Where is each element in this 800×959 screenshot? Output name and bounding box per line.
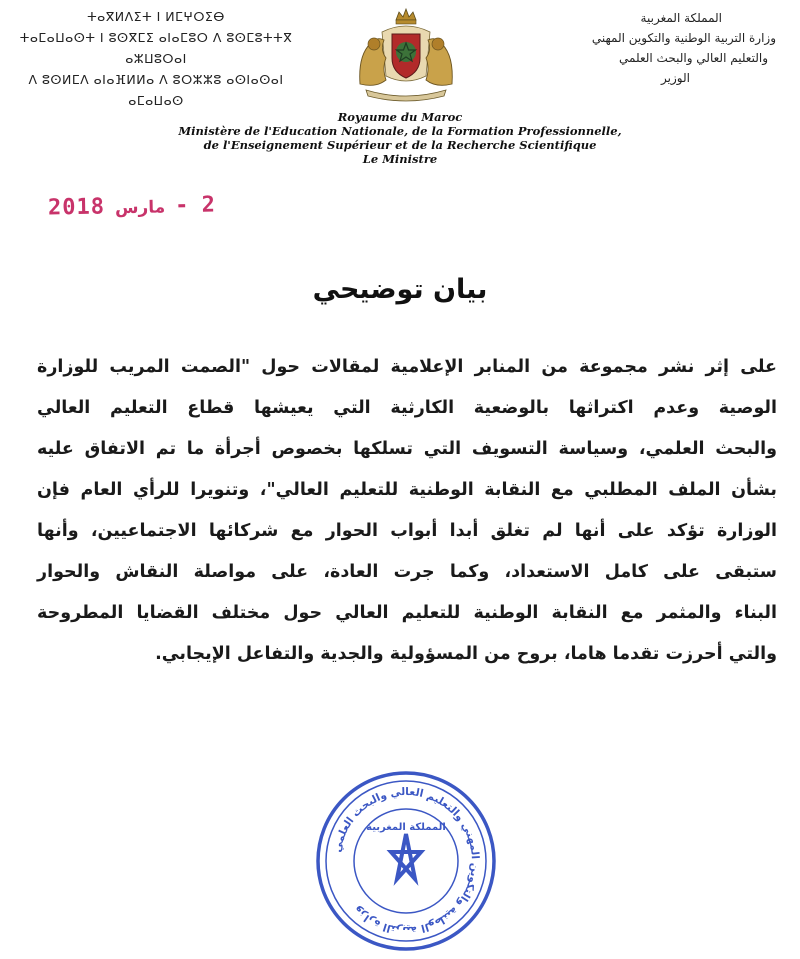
body-line: ستبقى على كامل الاستعداد، وكما جرت العادة، على مواصلة النقاش والحوار [37,562,777,582]
document-body [37,347,777,675]
seal-ring-text: وزارة التربية الوطنية والتكوين المهني والتعليم العالي والبحث العلمي [331,785,482,937]
french-header-line: Ministère de l'Education Nationale, de la Formation Professionnelle, [178,124,622,138]
body-line: على إثر نشر مجموعة من المنابر الإعلامية لمقالات حول "الصمت المريب للوزارة [37,357,777,377]
arabic-header-line: المملكة المغربية [640,11,722,25]
arabic-header-line: وزارة التربية الوطنية والتكوين المهني [591,31,776,45]
body-line: والتي أحرزت تقدما هاما، بروح من المسؤولية والجدية والتفاعل الإيجابي. [155,644,777,664]
date-stamp-day: - 2 [174,192,216,219]
french-header-line: Royaume du Maroc [337,110,463,124]
date-stamp [48,193,215,221]
body-line: البناء والمثمر مع النقابة الوطنية للتعليم العالي حول مختلف القضايا المطروحة [37,603,777,623]
tifinagh-header [6,6,306,111]
tifinagh-line: ⴰⵎⴰⵡⴰⵙ [128,93,184,108]
body-line: بشأن الملف المطلبي مع النقابة الوطنية للتعليم العالي"، وتنويرا للرأي العام فإن [37,480,777,500]
tifinagh-line: ⴷ ⵓⵙⵍⵎⴷ ⴰⵏⴰⴼⵍⵍⴰ ⴷ ⵓⵔⵣⵣⵓ ⴰⵙⵏⴰⵙⴰⵏ [28,72,284,87]
french-header-line: de l'Enseignement Supérieur et de la Recherche Scientifique [203,138,597,152]
french-header [0,110,800,166]
seal-top-text: المملكة المغربية [366,822,446,833]
document-title: بيان توضيحي [312,274,488,305]
arabic-header [532,8,782,88]
tifinagh-line: ⵜⴰⴳⵍⴷⵉⵜ ⵏ ⵍⵎⵖⵔⵉⴱ [87,9,225,24]
body-line: الوزارة تؤكد على أنها لم تغلق أبدا أبواب الحوار مع شركائها الاجتماعيين، وأنها [37,521,777,541]
date-stamp-year: 2018 [47,194,106,221]
french-header-line: Le Ministre [362,152,438,166]
tifinagh-line: ⵜⴰⵎⴰⵡⴰⵙⵜ ⵏ ⵓⵙⴳⵎⵉ ⴰⵏⴰⵎⵓⵔ ⴷ ⵓⵙⵎⵓⵜⵜⴳ ⴰⵣⵡⵓⵔⴰⵏ [19,30,293,66]
body-line: والبحث العلمي، وسياسة التسويف التي تسلكها بخصوص أجرأة ما تم الاتفاق عليه [37,439,777,459]
seal-star-icon [391,834,421,879]
royal-emblem-icon [352,6,460,102]
arabic-header-line: الوزير [661,71,690,85]
body-line: الوصية وعدم اكتراثها بالوضعية الكارثية التي يعيشها قطاع التعليم العالي [37,398,777,418]
arabic-header-line: والتعليم العالي والبحث العلمي [619,51,768,65]
official-seal-icon [313,768,499,954]
date-stamp-month: مارس [114,197,166,219]
